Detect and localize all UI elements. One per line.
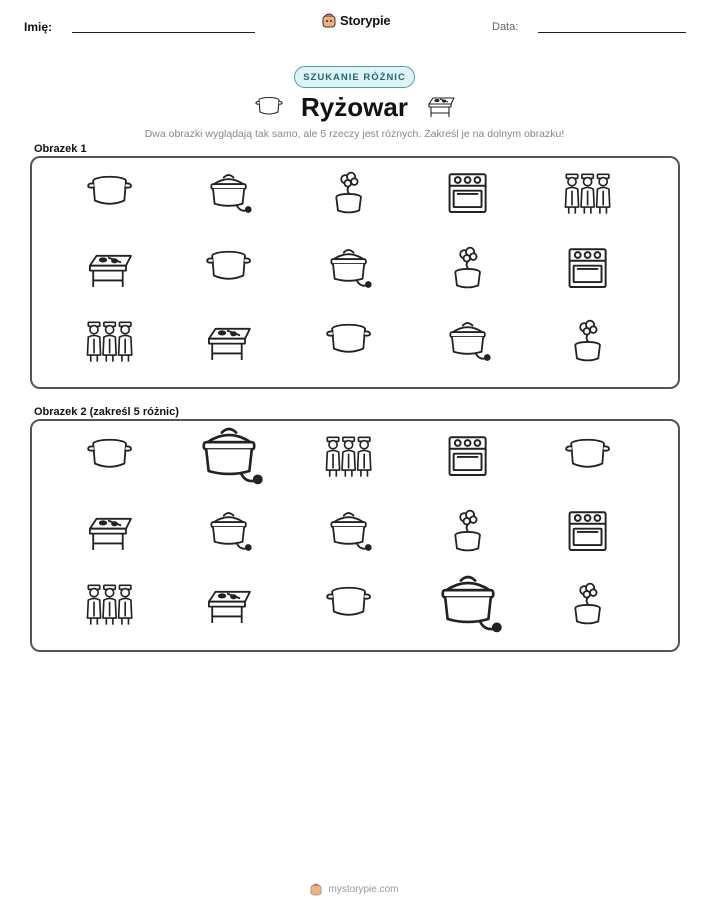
steaming-pot-icon[interactable] xyxy=(563,582,612,628)
pot-icon[interactable] xyxy=(204,246,253,292)
kitchen-table-icon[interactable] xyxy=(204,582,253,628)
rice-cooker-icon[interactable] xyxy=(324,509,373,555)
worksheet-badge: SZUKANIE RÓŻNIC xyxy=(294,66,415,88)
pot-icon[interactable] xyxy=(324,582,373,628)
footer xyxy=(0,882,709,896)
steaming-pot-icon[interactable] xyxy=(324,171,373,217)
stove-icon[interactable] xyxy=(443,171,492,217)
pot-icon[interactable] xyxy=(85,171,134,217)
date-label: Data: xyxy=(492,21,519,33)
rice-cooker-icon[interactable] xyxy=(204,509,253,555)
cooks-group-icon[interactable] xyxy=(85,582,134,628)
name-label: Imię: xyxy=(24,20,53,34)
steaming-pot-icon[interactable] xyxy=(563,319,612,365)
rice-cooker-icon[interactable] xyxy=(193,423,265,490)
steaming-pot-icon[interactable] xyxy=(443,246,492,292)
storypie-logo-icon xyxy=(310,882,322,896)
stove-icon[interactable] xyxy=(563,509,612,555)
rice-cooker-icon[interactable] xyxy=(432,571,504,638)
storypie-logo-icon xyxy=(322,12,336,28)
instructions: Dwa obrazki wyglądają tak samo, ale 5 rzeczy jest różnych. Zakreśl je na dolnym obrazku! xyxy=(144,128,565,140)
stove-icon[interactable] xyxy=(563,246,612,292)
picture-1-label: Obrazek 1 xyxy=(34,143,87,155)
kitchen-table-icon[interactable] xyxy=(204,319,253,365)
page-title xyxy=(0,92,709,123)
cooks-group-icon[interactable] xyxy=(324,434,373,480)
pot-icon[interactable] xyxy=(324,319,373,365)
picture-2-panel xyxy=(30,419,680,652)
cooks-group-icon[interactable] xyxy=(563,171,612,217)
kitchen-table-icon[interactable] xyxy=(85,246,134,292)
kitchen-table-icon xyxy=(424,92,458,118)
pot-icon[interactable] xyxy=(85,434,134,480)
name-field[interactable] xyxy=(72,32,255,33)
footer-url: mystorypie.com xyxy=(328,883,399,895)
cooks-group-icon[interactable] xyxy=(85,319,134,365)
brand-name: Storypie xyxy=(340,12,391,28)
rice-cooker-icon[interactable] xyxy=(443,319,492,365)
picture-1-panel xyxy=(30,156,680,389)
rice-cooker-icon[interactable] xyxy=(324,246,373,292)
stove-icon[interactable] xyxy=(443,434,492,480)
rice-cooker-icon[interactable] xyxy=(204,171,253,217)
pot-icon xyxy=(252,94,284,118)
steaming-pot-icon[interactable] xyxy=(443,509,492,555)
date-field[interactable] xyxy=(538,32,686,33)
pot-icon[interactable] xyxy=(563,434,612,480)
brand-logo xyxy=(322,12,390,28)
picture-2-label: Obrazek 2 (zakreśl 5 różnic) xyxy=(34,406,179,418)
title-text: Ryżowar xyxy=(301,92,408,122)
kitchen-table-icon[interactable] xyxy=(85,509,134,555)
